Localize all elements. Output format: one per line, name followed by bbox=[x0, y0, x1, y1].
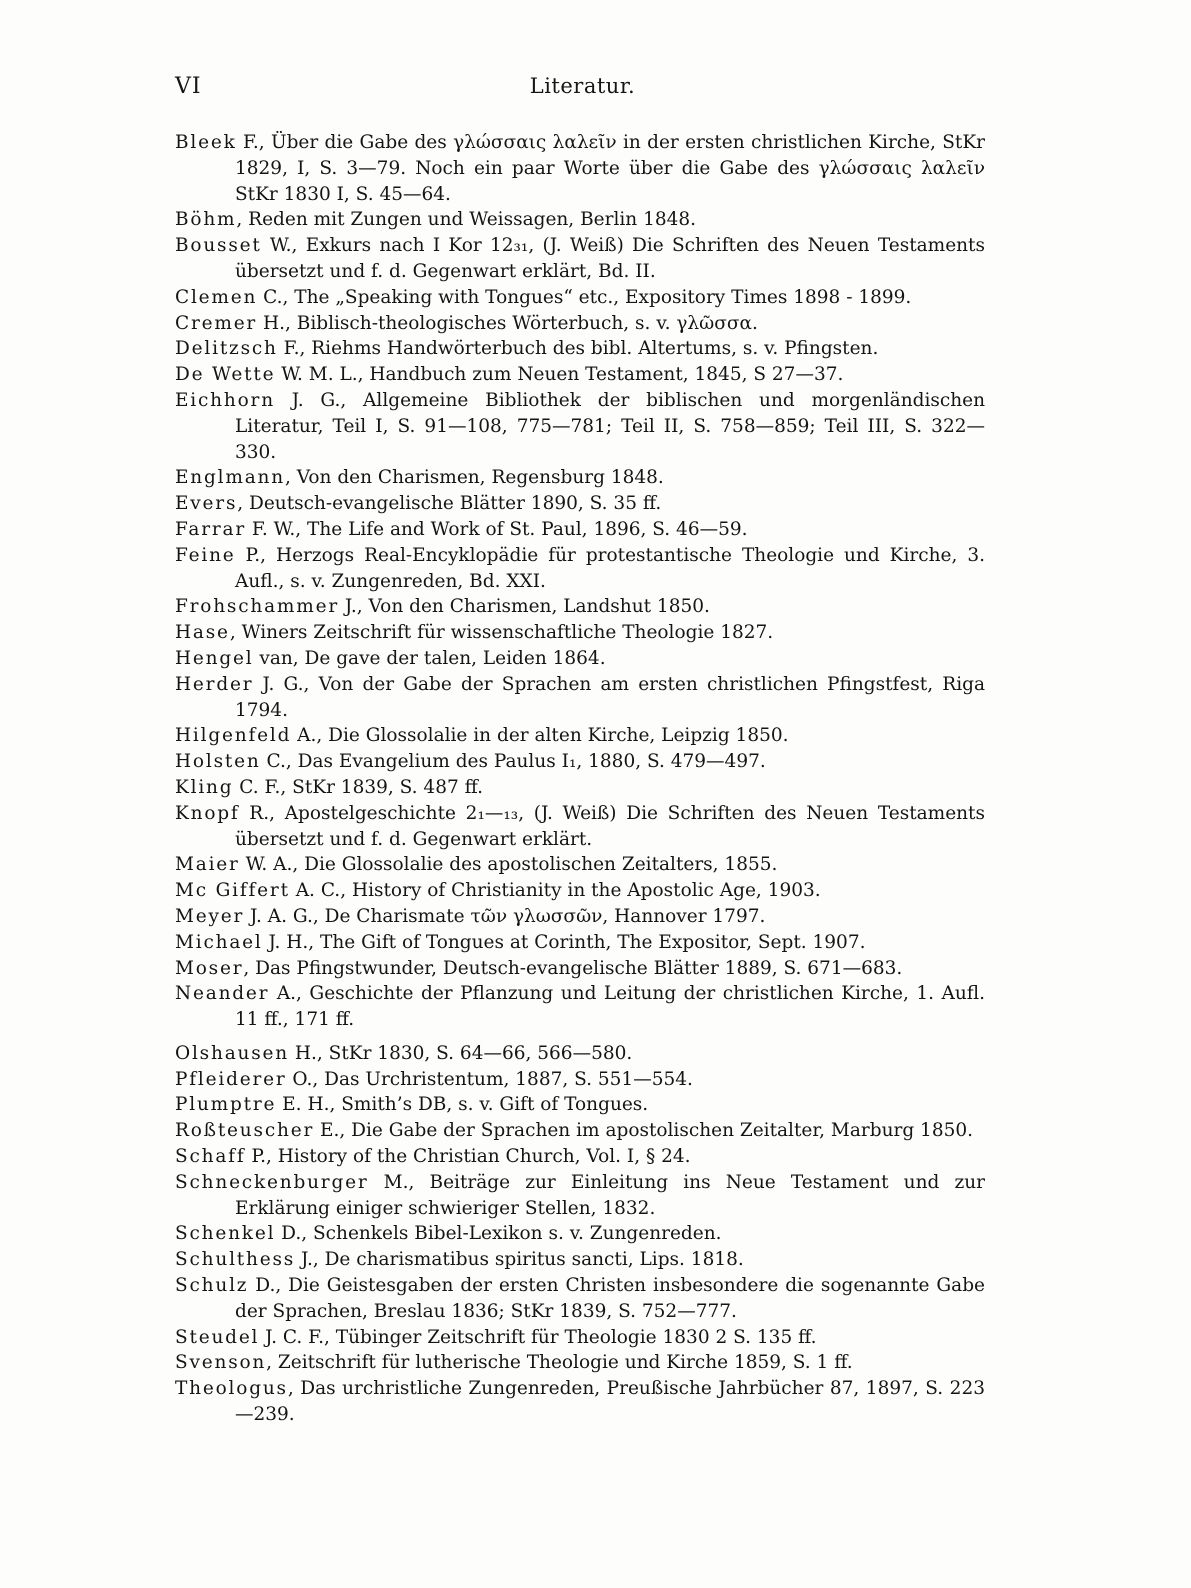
bibliography-entry bbox=[175, 620, 985, 646]
entry-text: J. G., Von der Gabe der Sprachen am ersten christlichen Pfingstfest, Riga 1794. bbox=[235, 673, 985, 721]
entry-author: Svenson bbox=[175, 1352, 267, 1374]
bibliography-entry bbox=[175, 878, 985, 904]
entry-author: Englmann bbox=[175, 467, 285, 489]
entry-text: P., Herzogs Real-Encyklopädie für protestantische Theologie und Kirche, 3. Aufl., s. v. Zungenreden, Bd. XXI. bbox=[235, 544, 985, 592]
bibliography-list bbox=[175, 130, 985, 1428]
bibliography-entry bbox=[175, 311, 985, 337]
entry-text: J. H., The Gift of Tongues at Corinth, The Expositor, Sept. 1907. bbox=[262, 931, 866, 953]
page-number: VI bbox=[175, 74, 202, 99]
bibliography-entry bbox=[175, 362, 985, 388]
entry-author: Bousset bbox=[175, 235, 262, 257]
bibliography-entry bbox=[175, 336, 985, 362]
entry-author: Evers bbox=[175, 493, 238, 515]
entry-author: Cremer bbox=[175, 312, 258, 334]
entry-author: Böhm bbox=[175, 209, 237, 231]
entry-author: Schenkel bbox=[175, 1223, 276, 1245]
entry-text: , Deutsch-evangelische Blätter 1890, S. 35 ff. bbox=[237, 493, 662, 515]
entry-author: Michael bbox=[175, 931, 263, 953]
entry-text: , Reden mit Zungen und Weissagen, Berlin 1848. bbox=[236, 209, 697, 231]
entry-text: F., Über die Gabe des γλώσσαις λαλεῖν in der ersten christlichen Kirche, StKr 1829, I, S. 3—79. Noch ein paar Worte über die Gabe des γλώσσαις λαλεῖν StKr 1830 I, S. 45—64. bbox=[235, 132, 985, 205]
entry-text: C. F., StKr 1839, S. 487 ff. bbox=[233, 776, 483, 798]
bibliography-entry bbox=[175, 207, 985, 233]
entry-text: J. G., Allgemeine Bibliothek der biblischen und morgenländischen Literatur, Teil I, S. 91—108, 775—781; Teil II, S. 758—859; Teil III, S. 322—330. bbox=[235, 389, 985, 463]
entry-author: Maier bbox=[175, 854, 240, 876]
bibliography-entry bbox=[175, 801, 985, 853]
entry-text: J. C. F., Tübinger Zeitschrift für Theologie 1830 2 S. 135 ff. bbox=[259, 1326, 817, 1348]
entry-text: C., Das Evangelium des Paulus I₁, 1880, S. 479—497. bbox=[260, 751, 766, 773]
bibliography-entry bbox=[175, 1092, 985, 1118]
entry-author: Roßteuscher bbox=[175, 1120, 315, 1142]
bibliography-entry bbox=[175, 956, 985, 982]
entry-text: F., Riehms Handwörterbuch des bibl. Altertums, s. v. Pfingsten. bbox=[277, 338, 879, 360]
entry-text: W., Exkurs nach I Kor 12₃₁, (J. Weiß) Die Schriften des Neuen Testaments übersetzt und f. d. Gegenwart erklärt, Bd. II. bbox=[235, 235, 985, 282]
bibliography-entry bbox=[175, 1118, 985, 1144]
entry-author: Farrar bbox=[175, 518, 246, 540]
entry-text: M., Beiträge zur Einleitung ins Neue Testament und zur Erklärung einiger schwieriger Stellen, 1832. bbox=[235, 1171, 985, 1219]
entry-author: Hengel bbox=[175, 647, 254, 669]
bibliography-entry bbox=[175, 775, 985, 801]
entry-text: O., Das Urchristentum, 1887, S. 551—554. bbox=[286, 1068, 693, 1090]
entry-author: Delitzsch bbox=[175, 338, 278, 360]
entry-author: Schulz bbox=[175, 1275, 249, 1297]
entry-author: Olshausen bbox=[175, 1042, 289, 1064]
entry-author: Hase bbox=[175, 622, 230, 644]
entry-author: Moser bbox=[175, 957, 244, 979]
bibliography-entry bbox=[175, 672, 985, 724]
entry-author: Herder bbox=[175, 673, 254, 695]
bibliography-entry bbox=[175, 388, 985, 465]
entry-author: Schulthess bbox=[175, 1249, 296, 1271]
entry-text: H., StKr 1830, S. 64—66, 566—580. bbox=[289, 1042, 633, 1064]
entry-text: W. A., Die Glossolalie des apostolischen Zeitalters, 1855. bbox=[239, 854, 778, 876]
entry-text: C., The „Speaking with Tongues“ etc., Expository Times 1898 - 1899. bbox=[257, 286, 912, 308]
entry-text: J. A. G., De Charismate τῶν γλωσσῶν, Hannover 1797. bbox=[244, 905, 766, 927]
bibliography-entry bbox=[175, 517, 985, 543]
entry-author: Schneckenburger bbox=[175, 1171, 369, 1193]
bibliography-entry bbox=[175, 1144, 985, 1170]
entry-text: F. W., The Life and Work of St. Paul, 1896, S. 46—59. bbox=[245, 518, 748, 540]
entry-text: , Winers Zeitschrift für wissenschaftliche Theologie 1827. bbox=[229, 622, 774, 644]
bibliography-entry bbox=[175, 1247, 985, 1273]
entry-author: Frohschammer bbox=[175, 596, 340, 618]
entry-text: D., Die Geistesgaben der ersten Christen insbesondere die sogenannte Gabe der Sprachen, Breslau 1836; StKr 1839, S. 752—777. bbox=[235, 1275, 985, 1322]
entry-author: Kling bbox=[175, 776, 234, 798]
bibliography-entry bbox=[175, 1067, 985, 1093]
entry-author: Clemen bbox=[175, 286, 258, 308]
entry-author: Plumptre bbox=[175, 1094, 277, 1116]
entry-author: Feine bbox=[175, 544, 236, 566]
running-title: Literatur. bbox=[529, 74, 636, 98]
entry-author: Steudel bbox=[175, 1326, 260, 1348]
bibliography-entry bbox=[175, 930, 985, 956]
bibliography-entry bbox=[175, 852, 985, 878]
entry-text: , Das urchristliche Zungenreden, Preußische Jahrbücher 87, 1897, S. 223—239. bbox=[235, 1378, 985, 1426]
bibliography-entry bbox=[175, 723, 985, 749]
entry-text: P., History of the Christian Church, Vol. I, § 24. bbox=[245, 1146, 691, 1168]
entry-text: , Von den Charismen, Regensburg 1848. bbox=[284, 467, 664, 489]
bibliography-entry bbox=[175, 646, 985, 672]
entry-author: Schaff bbox=[175, 1146, 246, 1168]
entry-author: Holsten bbox=[175, 751, 261, 773]
bibliography-entry bbox=[175, 491, 985, 517]
bibliography-entry bbox=[175, 594, 985, 620]
entry-text: H., Biblisch-theologisches Wörterbuch, s. v. γλῶσσα. bbox=[257, 312, 758, 334]
bibliography-entry bbox=[175, 465, 985, 491]
entry-author: Eichhorn bbox=[175, 389, 275, 411]
bibliography-entry bbox=[175, 1041, 985, 1067]
entry-author: De Wette bbox=[175, 364, 276, 386]
bibliography-entry bbox=[175, 981, 985, 1033]
bibliography-entry bbox=[175, 233, 985, 285]
entry-author: Bleek bbox=[175, 132, 237, 153]
entry-text: W. M. L., Handbuch zum Neuen Testament, 1845, S 27—37. bbox=[275, 364, 844, 386]
entry-text: A. C., History of Christianity in the Apostolic Age, 1903. bbox=[289, 880, 821, 902]
bibliography-entry bbox=[175, 1350, 985, 1376]
bibliography-entry bbox=[175, 1325, 985, 1351]
page-header bbox=[175, 74, 990, 108]
entry-author: Neander bbox=[175, 983, 270, 1005]
entry-text: D., Schenkels Bibel-Lexikon s. v. Zungenreden. bbox=[275, 1223, 722, 1245]
bibliography-entry bbox=[175, 1273, 985, 1325]
bibliography-entry bbox=[175, 904, 985, 930]
bibliography-entry bbox=[175, 1170, 985, 1222]
bibliography-entry bbox=[175, 749, 985, 775]
entry-author: Mc Giffert bbox=[175, 880, 290, 902]
entry-text: , Das Pfingstwunder, Deutsch-evangelische Blätter 1889, S. 671—683. bbox=[243, 957, 903, 979]
bibliography-entry bbox=[175, 285, 985, 311]
entry-text: A., Geschichte der Pflanzung und Leitung der christlichen Kirche, 1. Aufl. 11 ff., 171 ff. bbox=[235, 983, 985, 1031]
bibliography-entry bbox=[175, 1376, 985, 1428]
entry-text: R., Apostelgeschichte 2₁—₁₃, (J. Weiß) Die Schriften des Neuen Testaments übersetzt und f. d. Gegenwart erklärt. bbox=[235, 802, 985, 850]
bibliography-entry bbox=[175, 130, 985, 207]
entry-author: Knopf bbox=[175, 802, 240, 824]
bibliography-entry bbox=[175, 1221, 985, 1247]
entry-text: J., Von den Charismen, Landshut 1850. bbox=[339, 596, 710, 618]
entry-text: , Zeitschrift für lutherische Theologie und Kirche 1859, S. 1 ff. bbox=[266, 1352, 853, 1374]
bibliography-entry bbox=[175, 543, 985, 595]
entry-text: A., Die Glossolalie in der alten Kirche, Leipzig 1850. bbox=[291, 725, 789, 747]
entry-author: Pfleiderer bbox=[175, 1068, 287, 1090]
entry-author: Theologus bbox=[175, 1378, 288, 1400]
entry-text: van, De gave der talen, Leiden 1864. bbox=[253, 647, 606, 669]
entry-text: J., De charismatibus spiritus sancti, Lips. 1818. bbox=[295, 1249, 744, 1271]
entry-author: Hilgenfeld bbox=[175, 725, 292, 747]
entry-text: E. H., Smith’s DB, s. v. Gift of Tongues. bbox=[276, 1094, 649, 1116]
entry-author: Meyer bbox=[175, 905, 245, 927]
entry-text: E., Die Gabe der Sprachen im apostolischen Zeitalter, Marburg 1850. bbox=[314, 1120, 974, 1142]
